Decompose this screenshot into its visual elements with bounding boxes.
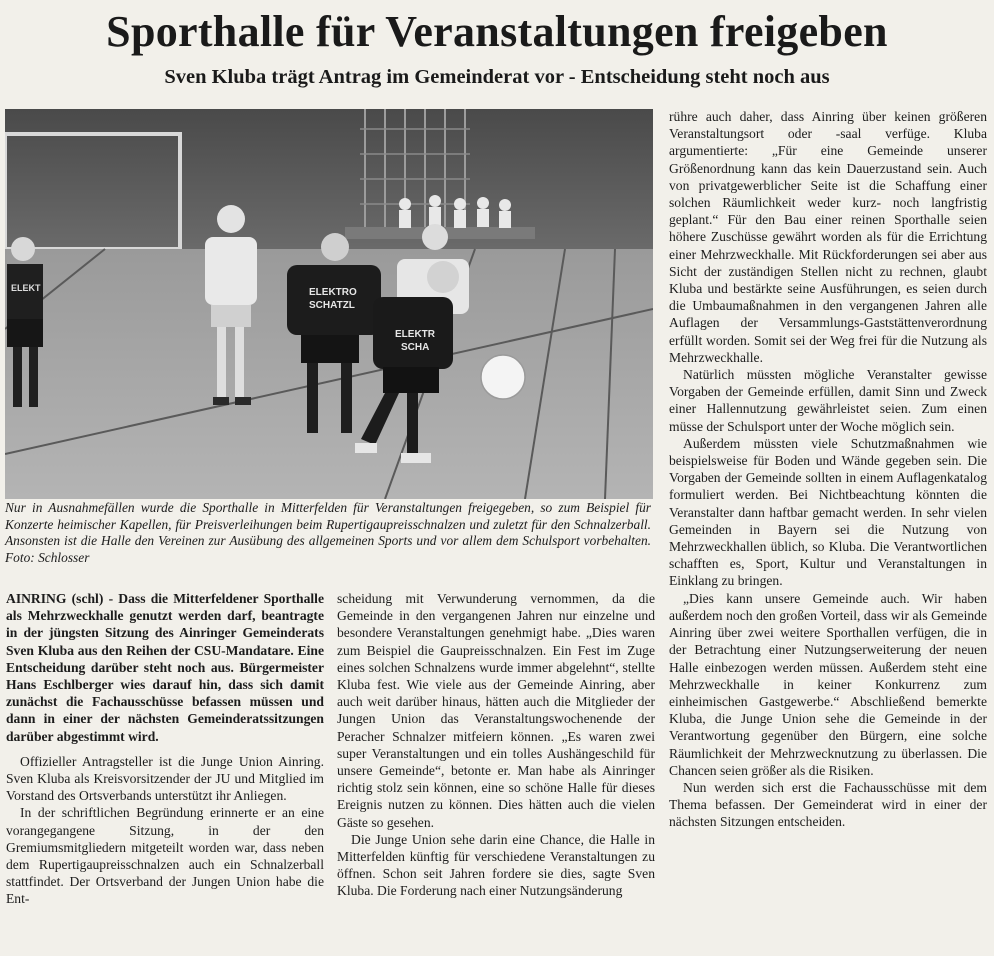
- article-paragraph: In der schriftlichen Begründung erinnerte er an eine vorangegangene Sitzung, in der den Gremiumsmitgliedern mitgeteilt worden war, dass neben dem Rupertigaupreisschnalzen auch ein Schnalzerball stattfindet. Der Ortsverband der Jungen Union habe die Ent-: [6, 805, 324, 907]
- article-paragraph: Nun werden sich erst die Fachausschüsse mit dem Thema befassen. Der Gemeinderat wird in einer der nächsten Sitzungen entscheiden.: [669, 779, 987, 830]
- article-paragraph: scheidung mit Verwunderung vernommen, da die Gemeinde in den vergangenen Jahren nur einzelne und besondere Veranstaltungen genehmigt habe. „Dies waren zum Beispiel die Gaupreisschnalzen. Ein Fest im Zuge eines solchen Schnalzens wurde immer abgelehnt“, stellte Kluba fest. Wie viele aus der Gemeinde Ainring, aber auch weit darüber hinaus, hätten auch die Mitglieder der Jungen Union das Veranstaltungswochenende der Peracher Schnalzer mitfeiern können. „Es waren zwei super Veranstaltungen und ein tolles Aushängeschild für unsere Gemeinde“, betonte er. Man habe als Ainringer richtig stolz sein können, eine so schöne Halle für dieses Ereignis nutzen zu können. Dies hätten auch die vielen Gäste so gesehen.: [337, 591, 655, 830]
- article-lead: AINRING (schl) - Dass die Mitterfeldener Sporthalle als Mehrzweckhalle genutzt werden darf, beantragte in der jüngsten Sitzung des Ainringer Gemeinderats Sven Kluba aus den Reihen der CSU-Mandatare. Eine Entscheidung darüber steht noch aus. Bürgermeister Hans Eschlberger wies darauf hin, dass sich damit zunächst die Fachausschüsse befassen müssen und dann in einer der nächsten Gemeinderatssitzungen darüber abgestimmt wird.: [6, 591, 324, 744]
- article-column-2: [337, 590, 655, 900]
- article-paragraph: „Dies kann unsere Gemeinde auch. Wir haben außerdem noch den großen Vorteil, dass wir als Gemeinde Ainring über zwei weitere Sporthallen verfügen, die in der Betrachtung einer Nutzungserweiterung der neuen Halle einbezogen werden müssen. Außerdem steht eine Mehrzweckhalle in keiner Konkurrenz zum einheimischen Gastgewerbe.“ Abschließend bemerkte Kluba, die Junge Union sehe die Gemeinde in der Verantwortung gegenüber den Bürgern, eine solche Räumlichkeit der Mehrzwecknutzung zu überlassen. Die Chancen seien größer als die Risiken.: [669, 590, 987, 778]
- svg-text:ELEKT: ELEKT: [11, 283, 41, 293]
- article-column-1: [6, 590, 324, 908]
- article-paragraph: Die Junge Union sehe darin eine Chance, die Halle in Mitterfelden künftig für verschiedene Veranstaltungen zu öffnen. Schon seit Jahren fordere sie dies, sagte Sven Kluba. Die Forderung nach einer Nutzungsänderung: [337, 831, 655, 899]
- jersey-text-2: SCHATZL: [309, 300, 355, 311]
- headline: Sporthalle für Veranstaltungen freigeben: [106, 7, 888, 56]
- sports-hall-photo: [5, 109, 653, 499]
- article-column-3: [669, 108, 987, 831]
- photo-caption: Nur in Ausnahmefällen wurde die Sporthalle in Mitterfelden für Veranstaltungen freigegeben, so zum Beispiel für Konzerte heimischer Kapellen, für Preisverleihungen beim Rupertigaupreisschnalzen und zuletzt für den Schnalzerball. Ansonsten ist die Halle den Vereinen zur Ausübung des allgemeinen Sports und vor allem dem Schulsport vorbehalten. Foto: Schlosser: [5, 500, 651, 565]
- jersey-text-1: ELEKTRO: [309, 287, 357, 298]
- svg-text:ELEKTR: ELEKTR: [395, 329, 435, 340]
- photo-illustration: [5, 109, 653, 499]
- football: [481, 355, 525, 399]
- subheadline: Sven Kluba trägt Antrag im Gemeinderat vor - Entscheidung steht noch aus: [164, 66, 830, 88]
- article-paragraph: rühre auch daher, dass Ainring über keinen größeren Veranstaltungsort oder -saal verfüge. Kluba argumentierte: „Für eine Gemeinde unserer Größenordnung kann das kein Dauerzustand sein. Auch von privatgewerblicher Seite ist die Schaffung einer solchen Räumlichkeit weder kurz- noch langfristig geplant.“ Für den Bau einer reinen Sporthalle seien höhere Zuschüsse gewährt worden als für die Errichtung einer Mehrzweckhalle. Mit Rückforderungen sei aber aus Sicht der zuständigen Stellen nicht zu rechnen, glaubt Kluba und bestärkte seine Ausführungen, es seien durch die Umbaumaßnahmen in den vergangenen Jahren alle Auflagen der Versammlungs-Gaststättenverordnung erfüllt worden. Somit sei der Weg frei für die Nutzung als Mehrzweckhalle.: [669, 109, 987, 365]
- svg-text:SCHA: SCHA: [401, 342, 430, 353]
- article-paragraph: Offizieller Antragsteller ist die Junge Union Ainring. Sven Kluba als Kreisvorsitzender der JU und Mitglied im Vorstand des Ortsverbands unterstützt ihr Anliegen.: [6, 753, 324, 804]
- article-paragraph: Natürlich müssten mögliche Veranstalter gewisse Vorgaben der Gemeinde erfüllen, damit Sinn und Zweck einer Hallennutzung gewährleistet seien. Zum einen müsse der Schulsport unter der Woche möglich sein.: [669, 367, 987, 434]
- article-paragraph: Außerdem müssten viele Schutzmaßnahmen wie beispielsweise für Boden und Wände gegeben sein. Die Vorgaben der Gemeinde sollten in einem Auflagenkatalog formuliert werden. Bei Nichtbeachtung könnten die Veranstalter dann haftbar gemacht werden. In sehr vielen Gemeinden in Bayern sei die Nutzung von Mehrzweckhallen üblich, so Kluba. Die Verantwortlichen schafften es, Sport, Kultur und Veranstaltungen in Einklang zu bringen.: [669, 435, 987, 589]
